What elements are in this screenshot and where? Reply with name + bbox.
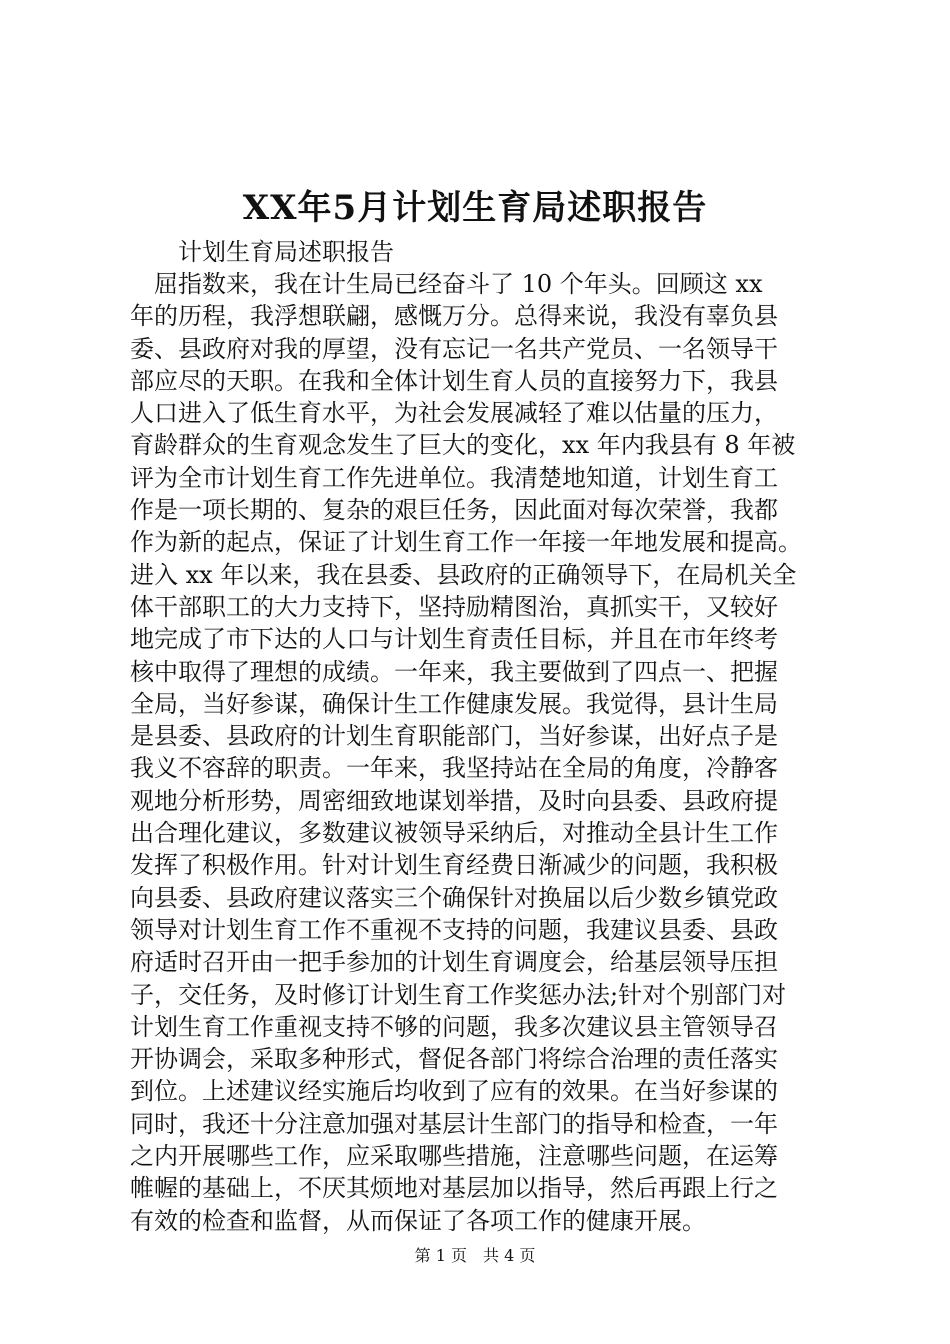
body-line: 作为新的起点，保证了计划生育工作一年接一年地发展和提高。: [130, 528, 802, 557]
body-line: 委、县政府对我的厚望，没有忘记一名共产党员、一名领导干: [130, 334, 778, 363]
body-line: 到位。上述建议经实施后均收到了应有的效果。在当好参谋的: [130, 1077, 778, 1106]
body-line: 是县委、县政府的计划生育职能部门，当好参谋，出好点子是: [130, 722, 778, 751]
body-line: 地完成了市下达的人口与计划生育责任目标，并且在市年终考: [130, 625, 778, 654]
body-line: 有效的检查和监督，从而保证了各项工作的健康开展。: [130, 1206, 706, 1235]
body-line: 向县委、县政府建议落实三个确保针对换届以后少数乡镇党政: [130, 883, 778, 912]
document-title: XX年5月计划生育局述职报告: [242, 188, 708, 228]
body-line: 进入 xx 年以来，我在县委、县政府的正确领导下，在局机关全: [130, 560, 797, 589]
body-line: 发挥了积极作用。针对计划生育经费日渐减少的问题，我积极: [130, 851, 778, 880]
document-subtitle: 计划生育局述职报告: [178, 238, 394, 266]
document-body: [130, 268, 840, 1237]
body-line: 评为全市计划生育工作先进单位。我清楚地知道，计划生育工: [130, 463, 778, 492]
body-line: 育龄群众的生育观念发生了巨大的变化，xx 年内我县有 8 年被: [130, 431, 796, 460]
body-line: 体干部职工的大力支持下，坚持励精图治，真抓实干，又较好: [130, 592, 778, 621]
body-line: 屈指数来，我在计生局已经奋斗了 10 个年头。回顾这 xx: [130, 270, 763, 298]
body-line: 全局，当好参谋，确保计生工作健康发展。我觉得，县计生局: [130, 689, 778, 718]
body-line: 府适时召开由一把手参加的计划生育调度会，给基层领导压担: [130, 948, 778, 977]
body-line: 作是一项长期的、复杂的艰巨任务，因此面对每次荣誉，我都: [130, 496, 778, 525]
body-line: 帷幄的基础上，不厌其烦地对基层加以指导，然后再跟上行之: [130, 1174, 778, 1203]
page-number: 第 1 页 共 4 页: [414, 1246, 536, 1265]
body-line: 出合理化建议，多数建议被领导采纳后，对推动全县计生工作: [130, 819, 778, 848]
body-line: 核中取得了理想的成绩。一年来，我主要做到了四点一、把握: [130, 657, 778, 686]
body-line: 同时，我还十分注意加强对基层计生部门的指导和检查，一年: [130, 1109, 778, 1138]
body-line: 领导对计划生育工作不重视不支持的问题，我建议县委、县政: [130, 915, 778, 944]
body-line: 人口进入了低生育水平，为社会发展减轻了难以估量的压力，: [130, 399, 778, 428]
body-line: 计划生育工作重视支持不够的问题，我多次建议县主管领导召: [130, 1012, 778, 1041]
body-line: 部应尽的天职。在我和全体计划生育人员的直接努力下，我县: [130, 366, 778, 395]
body-line: 年的历程，我浮想联翩，感慨万分。总得来说，我没有辜负县: [130, 302, 778, 331]
body-line: 开协调会，采取多种形式，督促各部门将综合治理的责任落实: [130, 1045, 778, 1074]
body-line: 观地分析形势，周密细致地谋划举措，及时向县委、县政府提: [130, 786, 778, 815]
body-line: 子，交任务，及时修订计划生育工作奖惩办法;针对个别部门对: [130, 980, 787, 1009]
body-line: 之内开展哪些工作，应采取哪些措施，注意哪些问题，在运筹: [130, 1142, 778, 1171]
body-line: 我义不容辞的职责。一年来，我坚持站在全局的角度，冷静客: [130, 754, 778, 783]
